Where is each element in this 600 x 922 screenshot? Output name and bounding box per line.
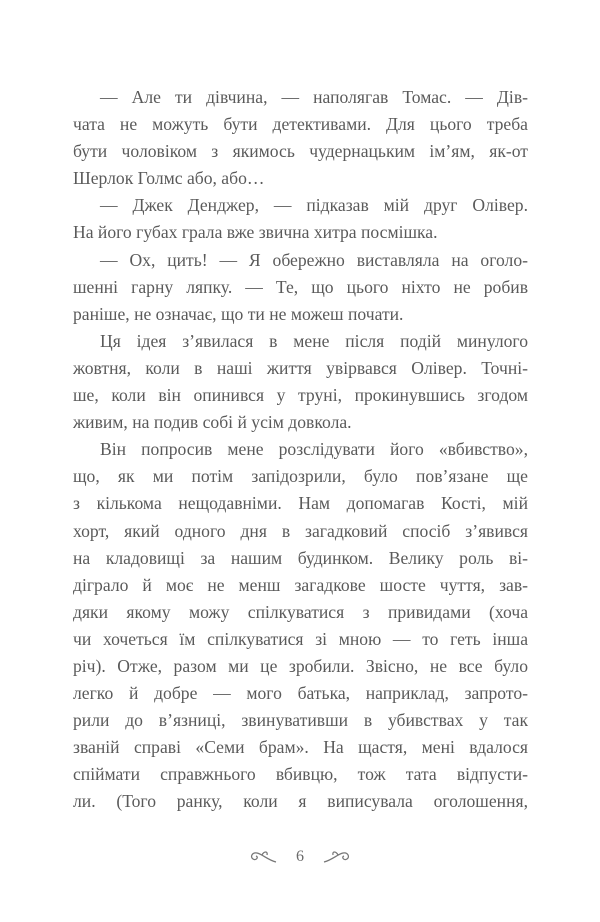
text-line: Він попросив мене розслідувати його «вбивство», (100, 439, 528, 460)
text-line: діграло й моє не менш загадкове шосте чуття, зав- (73, 574, 528, 595)
page-footer (0, 848, 600, 866)
paragraph (73, 84, 528, 192)
text-line: — Джек Денджер, — підказав мій друг Олівер. (100, 195, 528, 216)
page-number: 6 (296, 848, 304, 865)
text-line: — Ох, цить! — Я обережно виставляла на оголо- (100, 249, 528, 270)
text-line: раніше, не означає, що ти не можеш почати. (73, 303, 404, 324)
body-text (73, 84, 528, 816)
text-line: рили до в’язниці, звинувативши в убивствах у так (73, 710, 528, 731)
text-line: на кладовищі за нашим будинком. Велику роль ві- (73, 547, 528, 568)
text-line: хорт, який одного дня в загадковий спосіб з’явився (73, 520, 528, 541)
text-line: — Але ти дівчина, — наполягав Томас. — Дів- (100, 87, 528, 107)
text-line: легко й добре — мого батька, наприклад, запрото- (73, 683, 528, 704)
text-line: ше, коли він опинився у труні, прокинувшись згодом (73, 385, 528, 406)
right-ornament-icon (322, 848, 352, 866)
paragraph (73, 328, 528, 436)
text-line: шенні гарну ляпку. — Те, що цього ніхто не робив (73, 276, 528, 297)
paragraph (73, 436, 528, 815)
text-line: спіймати справжнього вбивцю, тож тата відпусти- (73, 764, 528, 785)
text-line: що, як ми потім запідозрили, було пов’язане ще (73, 466, 528, 487)
left-ornament-icon (248, 848, 278, 866)
text-line: з кількома нещодавніми. Нам допомагав Кості, мій (73, 493, 528, 514)
text-line: річ). Отже, разом ми це зробили. Звісно, не все було (73, 655, 528, 676)
text-line: чата не можуть бути детективами. Для цього треба (73, 114, 528, 135)
paragraph (73, 247, 528, 328)
text-line: Шерлок Голмс або, або… (73, 168, 265, 189)
text-line: жовтня, коли в наші життя увірвався Олівер. Точні- (73, 357, 528, 378)
text-line: чи хочеться їм спілкуватися зі мною — то геть інша (73, 628, 528, 649)
text-line: званій справі «Семи брам». На щастя, мені вдалося (73, 737, 528, 758)
text-line: ли. (Того ранку, коли я виписувала оголошення, (73, 791, 528, 812)
text-line: дяки якому можу спілкуватися з привидами (хоча (73, 601, 528, 622)
text-line: На його губах грала вже звична хитра посмішка. (73, 222, 438, 243)
paragraph (73, 192, 528, 246)
text-line: живим, на подив собі й усім довкола. (73, 412, 352, 433)
text-line: Ця ідея з’явилася в мене після подій минулого (100, 330, 528, 351)
text-line: бути чоловіком з якимось чудернацьким ім’ям, як-от (73, 141, 528, 162)
